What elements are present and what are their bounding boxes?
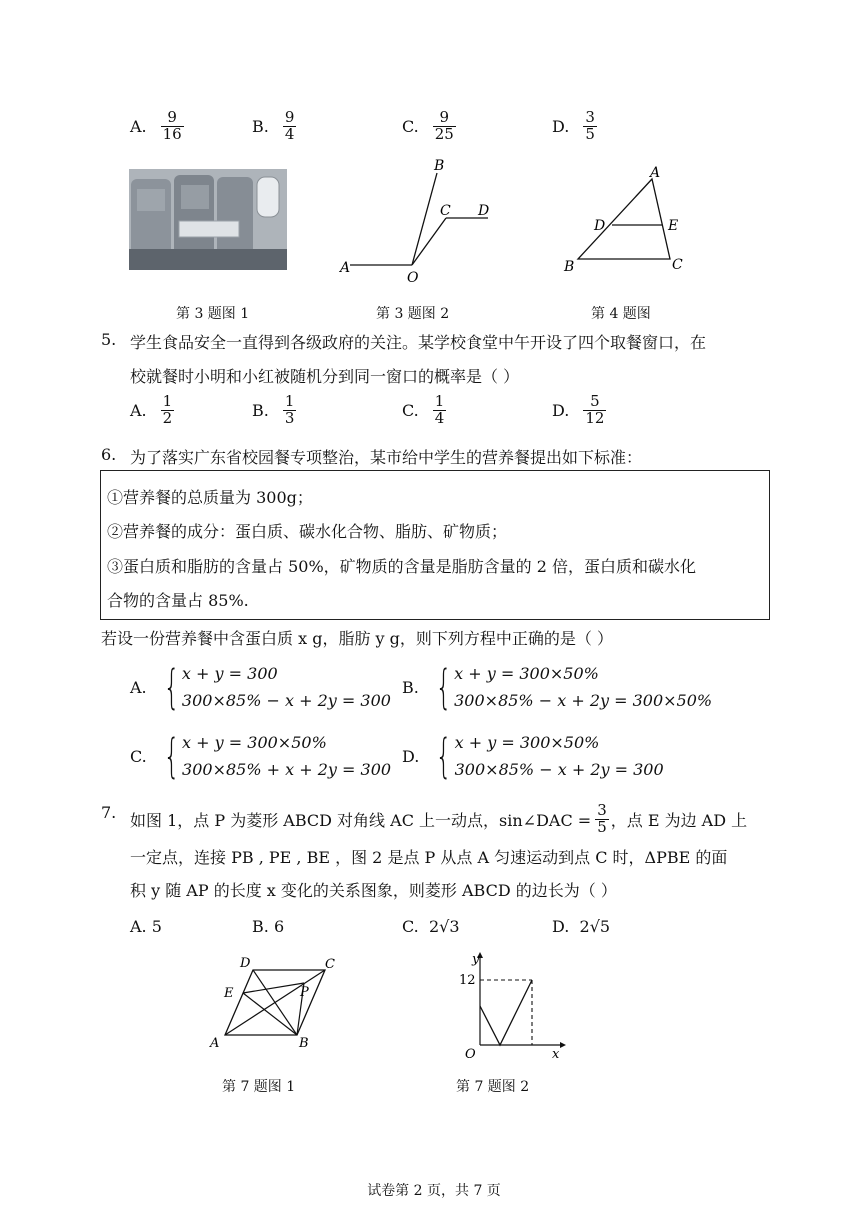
- denominator: 12: [585, 408, 605, 427]
- option-value: 2√5: [579, 917, 611, 936]
- option-label: C.: [402, 400, 419, 420]
- label-c: C: [440, 203, 451, 219]
- fraction: [433, 110, 456, 143]
- numerator: 9: [439, 108, 450, 126]
- fraction: [283, 110, 297, 143]
- fraction: [161, 394, 175, 427]
- option-label: A.: [130, 400, 147, 420]
- label-a: A: [210, 1036, 220, 1051]
- equation-system: [455, 729, 664, 783]
- equation-2: 300×85% − x + 2y = 300: [181, 691, 391, 710]
- standard-item-2: ②营养餐的成分：蛋白质、碳水化合物、脂肪、矿物质；: [107, 522, 508, 541]
- denominator: 4: [284, 124, 295, 143]
- label-b: B: [299, 1036, 309, 1051]
- q7-line1-part-a: 如图 1，点 P 为菱形 ABCD 对角线 AC 上一动点，sin∠DAC =: [130, 810, 592, 830]
- caption-fig3-1: 第 3 题图 1: [176, 306, 250, 322]
- option-label: D.: [552, 116, 570, 136]
- q5-text-line2: 校就餐时小明和小红被随机分到同一窗口的概率是（ ）: [130, 367, 520, 386]
- brace: {: [435, 729, 453, 783]
- equation-2: 300×85% − x + 2y = 300×50%: [454, 691, 713, 710]
- label-b: B: [434, 158, 445, 174]
- option-label: B.: [252, 116, 269, 136]
- q6-question: 若设一份营养餐中含蛋白质 x g，脂肪 y g，则下列方程中正确的是（ ）: [101, 629, 613, 648]
- figure-3-2: [330, 155, 510, 285]
- q7-line1-part-b: ，点 E 为边 AD 上: [610, 810, 748, 830]
- denominator: 5: [597, 817, 607, 836]
- option-label: D.: [552, 400, 570, 420]
- option-label: D.: [552, 917, 570, 936]
- q6-option-d: [402, 729, 664, 783]
- numerator: 1: [434, 392, 445, 410]
- standard-item-1: ①营养餐的总质量为 300g；: [107, 488, 313, 507]
- q5-number: 5.: [101, 330, 117, 349]
- label-e: E: [668, 218, 679, 234]
- triangle-abc: [578, 179, 670, 259]
- label-c: C: [325, 957, 335, 972]
- numerator: 9: [167, 108, 177, 126]
- q4-option-b: [252, 110, 296, 143]
- equation-system: [454, 660, 712, 714]
- q7-option-c: [402, 917, 460, 936]
- brace: {: [163, 660, 180, 714]
- q7-text-line1: [130, 803, 747, 836]
- numerator: 3: [585, 108, 595, 126]
- figure-7-2: [450, 948, 570, 1063]
- fraction: [161, 110, 184, 143]
- denominator: 5: [585, 124, 595, 143]
- fraction: [283, 394, 297, 427]
- x-axis-arrow-icon: [560, 1042, 566, 1048]
- numerator: 1: [284, 392, 295, 410]
- caption-fig7-2: 第 7 题图 2: [456, 1079, 530, 1095]
- q6-option-a: [130, 660, 391, 714]
- figure-7-1: [200, 950, 350, 1060]
- equation-1: x + y = 300×50%: [182, 733, 327, 752]
- equation-1: x + y = 300: [181, 664, 278, 683]
- option-value: 5: [151, 917, 162, 936]
- option-label: A.: [130, 116, 147, 136]
- q5-option-c: [402, 394, 446, 427]
- brace: {: [435, 660, 452, 714]
- label-a: A: [650, 165, 661, 181]
- denominator: 25: [434, 124, 454, 143]
- label-origin: O: [465, 1047, 476, 1062]
- q7-text-line3: 积 y 随 AP 的长度 x 变化的关系图象，则菱形 ABCD 的边长为（ ）: [130, 881, 617, 900]
- option-value: 6: [273, 917, 285, 936]
- fraction: [583, 394, 606, 427]
- q4-option-a: [130, 110, 184, 143]
- q6-standard-box: [100, 470, 770, 620]
- standard-item-3: ③蛋白质和脂肪的含量占 50%，矿物质的含量是脂肪含量的 2 倍，蛋白质和碳水化: [107, 557, 697, 576]
- label-c: C: [672, 257, 683, 273]
- label-o: O: [407, 270, 419, 285]
- airplane-seat-photo: [129, 169, 287, 270]
- q7-option-b: [252, 917, 284, 936]
- q7-number: 7.: [101, 803, 117, 822]
- equation-system: [182, 660, 391, 714]
- q5-text-line1: 学生食品安全一直得到各级政府的关注。某学校食堂中午开设了四个取餐窗口，在: [130, 333, 707, 352]
- label-y: y: [472, 952, 480, 967]
- q5-option-a: [130, 394, 174, 427]
- option-value: 2√3: [428, 917, 460, 936]
- fraction: [433, 394, 447, 427]
- q6-number: 6.: [101, 445, 117, 464]
- denominator: 3: [284, 408, 295, 427]
- numerator: 5: [590, 392, 600, 410]
- numerator: 9: [284, 108, 295, 126]
- equation-1: x + y = 300×50%: [454, 664, 599, 683]
- q7-option-d: [552, 917, 610, 936]
- label-d: D: [594, 218, 606, 234]
- option-label: A.: [130, 677, 147, 697]
- equation-1: x + y = 300×50%: [454, 733, 600, 752]
- option-label: C.: [402, 917, 419, 936]
- denominator: 4: [434, 408, 445, 427]
- option-label: C.: [130, 746, 147, 766]
- tick-12: 12: [459, 973, 476, 988]
- caption-fig4: 第 4 题图: [591, 306, 651, 322]
- diagonal-bd: [253, 970, 297, 1035]
- q7-text-line2: 一定点，连接 PB , PE , BE ，图 2 是点 P 从点 A 匀速运动到点 C 时，ΔPBE 的面: [130, 848, 728, 867]
- equation-2: 300×85% + x + 2y = 300: [182, 760, 392, 779]
- option-label: C.: [402, 116, 419, 136]
- figure-4: [560, 165, 690, 275]
- option-label: B.: [252, 917, 269, 936]
- option-label: B.: [252, 400, 269, 420]
- segment-oc: [412, 218, 446, 265]
- q6-option-b: [402, 660, 712, 714]
- caption-fig3-2: 第 3 题图 2: [376, 306, 450, 322]
- q4-option-d: [552, 110, 597, 143]
- label-a: A: [340, 260, 351, 276]
- option-label: B.: [402, 677, 419, 697]
- q5-option-b: [252, 394, 296, 427]
- numerator: 1: [162, 392, 173, 410]
- label-b: B: [564, 259, 575, 275]
- denominator: 16: [162, 124, 182, 143]
- standard-item-3-cont: 合物的含量占 85%.: [107, 591, 249, 610]
- segment-pe: [243, 983, 304, 993]
- numerator: 3: [597, 801, 607, 819]
- equation-system: [182, 729, 391, 783]
- q6-option-c: [130, 729, 391, 783]
- option-label: D.: [402, 746, 420, 766]
- caption-fig7-1: 第 7 题图 1: [222, 1079, 296, 1095]
- q4-option-c: [402, 110, 456, 143]
- brace: {: [163, 729, 180, 783]
- q6-text-line1: 为了落实广东省校园餐专项整治，某市给中学生的营养餐提出如下标准：: [130, 448, 643, 467]
- label-x: x: [552, 1047, 560, 1062]
- label-d: D: [478, 203, 490, 219]
- label-p: P: [300, 985, 309, 1000]
- q7-option-a: [130, 917, 162, 936]
- label-d: D: [240, 956, 251, 971]
- denominator: 2: [162, 408, 173, 427]
- sin-fraction: [595, 803, 609, 836]
- ray-ob: [412, 173, 437, 265]
- q5-option-d: [552, 394, 606, 427]
- option-label: A.: [130, 917, 147, 936]
- fraction: [583, 110, 597, 143]
- label-e: E: [224, 986, 234, 1001]
- page-footer: 试卷第 2 页，共 7 页: [367, 1183, 501, 1199]
- segment-be: [243, 993, 297, 1035]
- airplane-seat-illustration: [129, 169, 287, 270]
- area-graph: [480, 980, 532, 1045]
- equation-2: 300×85% − x + 2y = 300: [454, 760, 664, 779]
